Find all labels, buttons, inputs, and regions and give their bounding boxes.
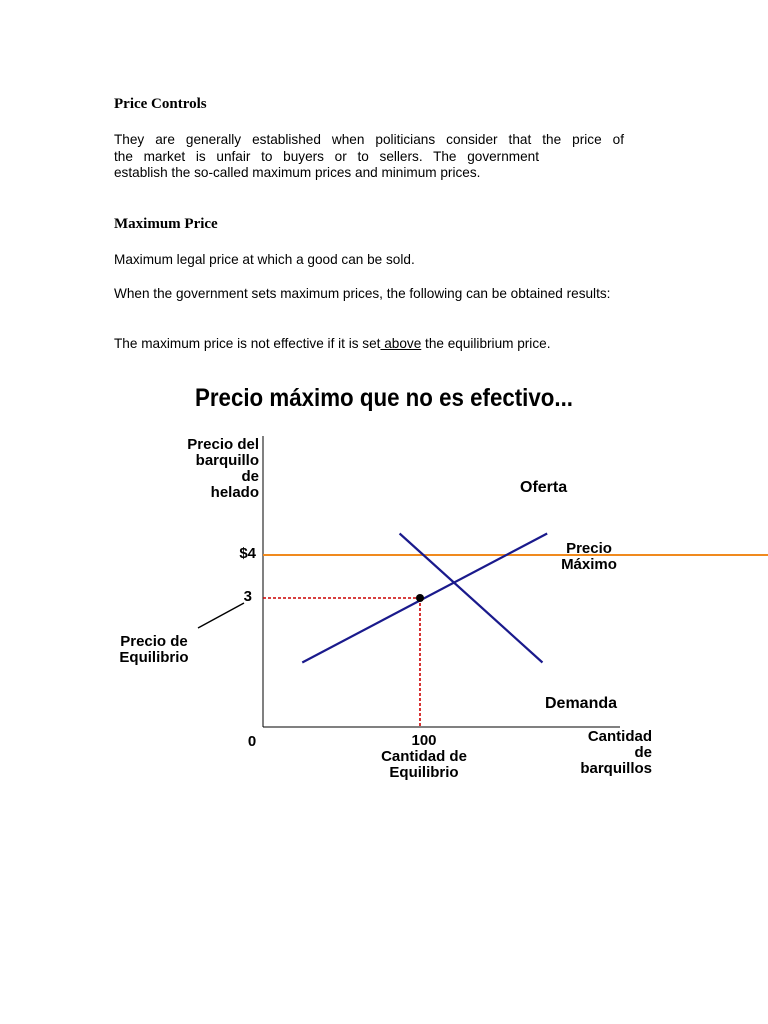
- max-price-label-line: Máximo: [561, 556, 617, 573]
- equilibrium-price-callout-line: [198, 603, 244, 628]
- x-axis-label-line: barquillos: [580, 760, 652, 777]
- equilibrium-price-tick-label: 3: [243, 588, 252, 605]
- equilibrium-quantity-label-line: Cantidad de: [381, 748, 467, 765]
- max-price-tick-label: $4: [239, 545, 256, 562]
- section-heading-maximum-price: Maximum Price: [114, 216, 218, 232]
- x-axis-label-line: Cantidad: [587, 728, 652, 745]
- section-heading-price-controls: Price Controls: [114, 96, 207, 112]
- equilibrium-price-label-line: Equilibrio: [119, 649, 189, 666]
- paragraph-line: establish the so-called maximum prices and minimum prices.: [114, 165, 481, 180]
- paragraph-line: They are generally established when politicians consider that the price of: [114, 132, 624, 147]
- y-axis-label-line: helado: [210, 484, 259, 501]
- chart-title: Precio máximo que no es efectivo...: [195, 384, 573, 412]
- equilibrium-quantity-label-line: Equilibrio: [389, 764, 459, 781]
- not-effective-text-before: The maximum price is not effective if it is set: [114, 336, 381, 351]
- y-axis-label-line: de: [241, 468, 259, 485]
- price-controls-paragraph: [114, 132, 624, 182]
- max-price-label-line: Precio: [566, 540, 612, 557]
- not-effective-paragraph: [114, 336, 654, 353]
- maximum-price-definition: Maximum legal price at which a good can be sold.: [114, 252, 415, 267]
- results-intro-paragraph: When the government sets maximum prices, the following can be obtained results:: [114, 286, 611, 301]
- y-axis-label-line: barquillo: [195, 452, 259, 469]
- underlined-word-above: above: [380, 336, 422, 351]
- equilibrium-point: [416, 594, 424, 602]
- equilibrium-price-label-line: Precio de: [120, 633, 188, 650]
- demand-label: Demanda: [545, 695, 618, 712]
- x-axis-label-line: de: [634, 744, 652, 761]
- supply-label: Oferta: [520, 479, 568, 496]
- paragraph-line: the market is unfair to buyers or to sellers. The government: [114, 148, 539, 164]
- origin-label: 0: [247, 733, 257, 750]
- not-effective-text-after: the equilibrium price.: [421, 336, 551, 351]
- maximum-price-chart: [0, 360, 768, 800]
- equilibrium-quantity-tick-label: 100: [411, 732, 437, 749]
- y-axis-label-line: Precio del: [187, 436, 259, 453]
